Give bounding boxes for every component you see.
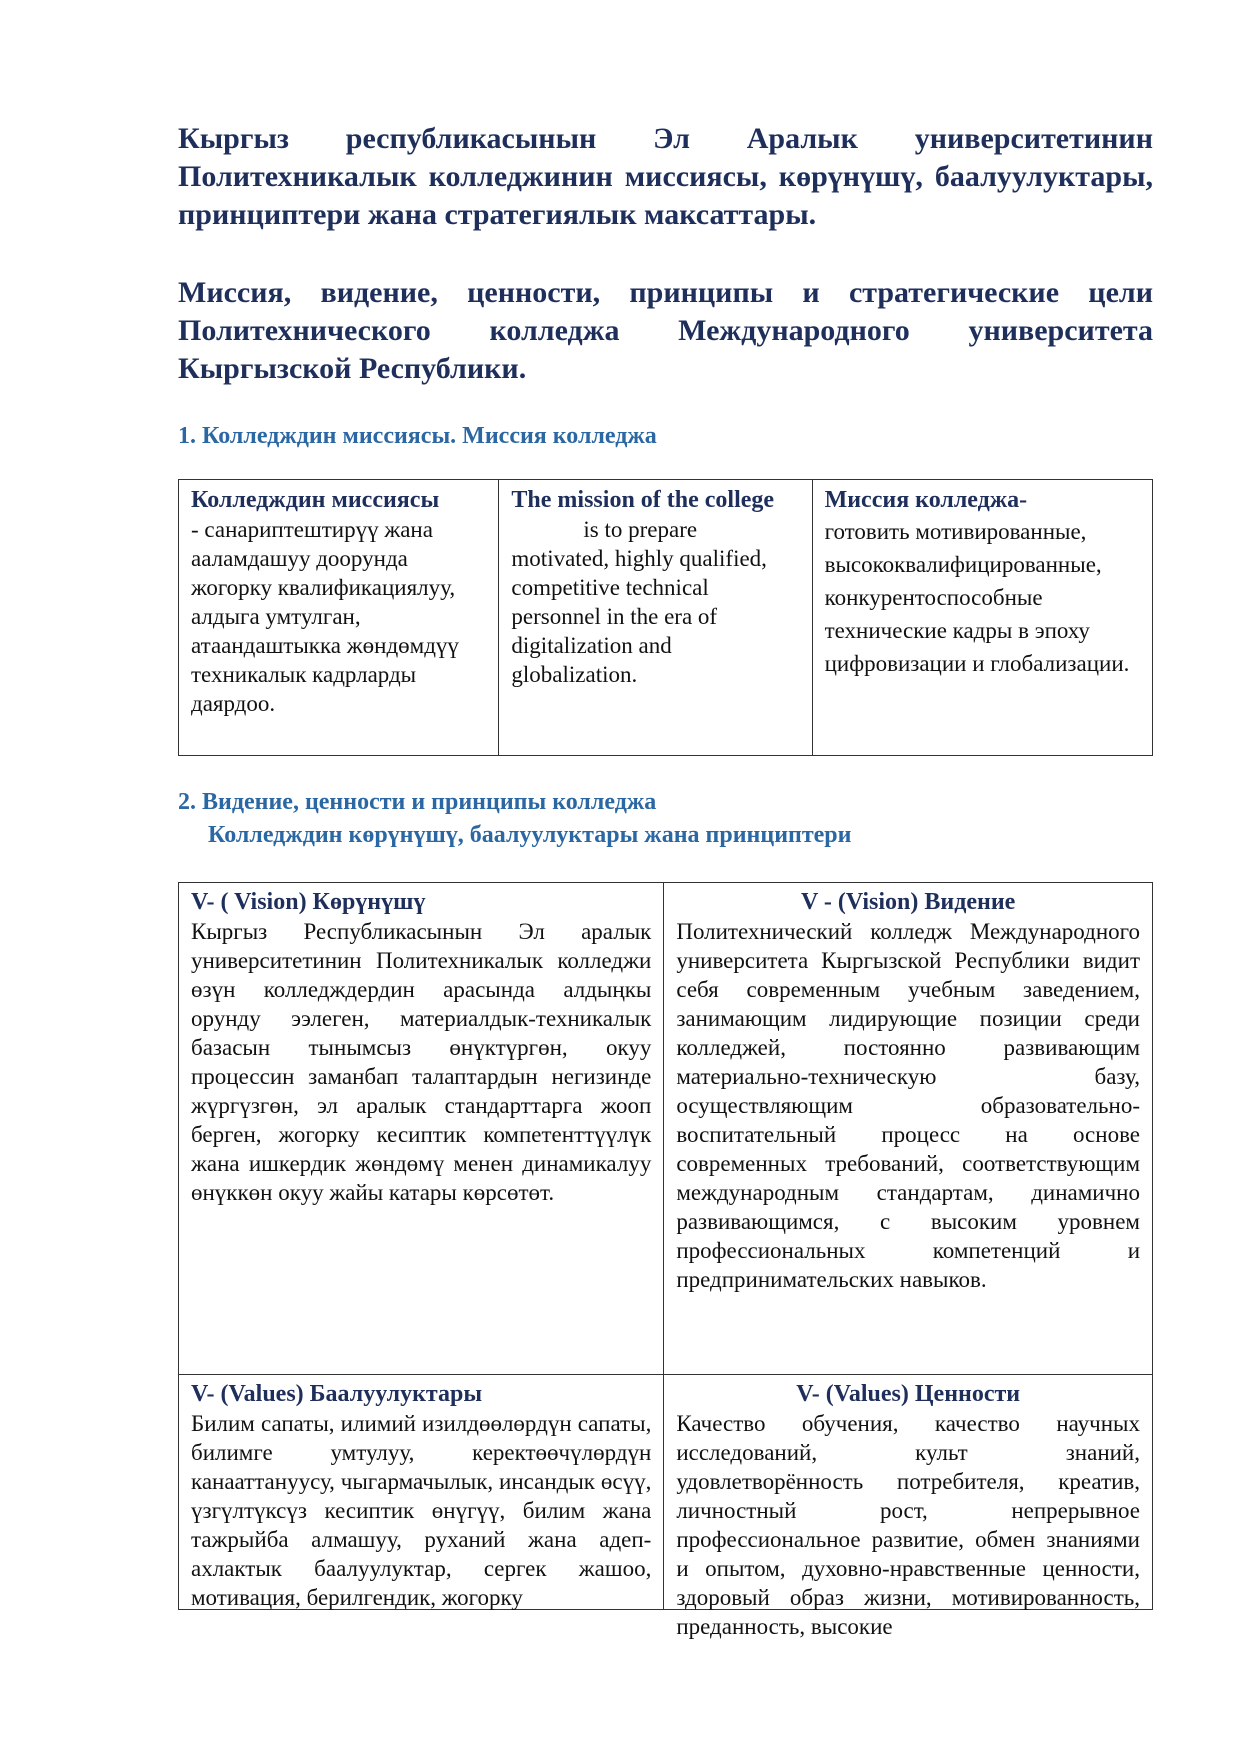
mission-heading-russian: Миссия колледжа-	[824, 487, 1028, 513]
vision-text-kyrgyz: Кыргыз Республикасынын Эл аралык университетинин Политехникалык колледжи өзүн колледждердин арасында алдыңкы орунду ээлеген, материалдык-техникалык базасын тынымсыз өнүктүргөн, окуу процессин заманбап талаптардын негизинде жүргүзгөн, эл аралык стандарттарга жооп берген, жогорку кесиптик компетенттүүлүк жана ишкердик жөндөмү менен динамикалуу өнүккөн окуу жайы катары көрсөтөт.	[191, 919, 652, 1205]
mission-heading-kyrgyz: Колледждин миссиясы	[191, 487, 440, 513]
mission-cell-english	[499, 480, 812, 756]
section-2-heading: 2. Видение, ценности и принципы колледжа	[178, 789, 657, 815]
section-2-subheading: Колледждин көрүнүшү, баалуулуктары жана принциптери	[208, 822, 852, 848]
vision-heading-kyrgyz: V- ( Vision) Көрүнүшү	[191, 889, 426, 915]
mission-cell-russian	[812, 480, 1152, 756]
values-row	[179, 1375, 1153, 1610]
mission-text-russian: готовить мотивированные, высококвалифицированные, конкурентоспособные технические кадры в эпоху цифровизации и глобализации.	[824, 519, 1130, 676]
mission-text-english-rest: motivated, highly qualified, competitive technical personnel in the era of digitalization and globalization.	[511, 546, 767, 687]
mission-text-english-first-line: is to prepare	[583, 517, 698, 542]
vision-values-table	[178, 882, 1153, 1639]
mission-table	[178, 479, 1153, 756]
vision-heading-russian: V - (Vision) Видение	[801, 889, 1016, 915]
vision-text-russian: Политехнический колледж Международного университета Кыргызской Республики видит себя современным учебным заведением, занимающим лидирующие позиции среди колледжей, постоянно развивающим материально-техническую базу, осуществляющим образовательно-воспитательный процесс на основе современных требований, соответствующим международным стандартам, динамично развивающимся, с высоким уровнем профессиональных компетенций и предпринимательских навыков.	[676, 919, 1140, 1292]
section-1-heading: 1. Колледждин миссиясы. Миссия колледжа	[178, 423, 657, 449]
mission-heading-english: The mission of the college	[511, 487, 775, 513]
values-cell-kyrgyz	[179, 1375, 664, 1610]
values-text-kyrgyz: Билим сапаты, илимий изилдөөлөрдүн сапаты, билимге умтулуу, керектөөчүлөрдүн канааттануусу, чыгармачылык, инсандык өсүү, үзгүлтүксүз кесиптик өнүгүү, билим жана тажрыйба алмашуу, руханий жана адеп-ахлактык баалуулуктар, сергек жашоо, мотивация, берилгендик, жогорку	[191, 1411, 652, 1610]
document-title-russian: Миссия, видение, ценности, принципы и стратегические цели Политехнического колледжа Международного университета Кыргызской Республики.	[178, 276, 1153, 385]
document-title-kyrgyz: Кыргыз республикасынын Эл Аралык университетинин Политехникалык колледжинин миссиясы, көрүнүшү, баалуулуктары, принциптери жана стратегиялык максаттары.	[178, 122, 1153, 231]
vision-cell-russian	[664, 883, 1153, 1375]
mission-text-english	[511, 515, 799, 689]
values-heading-russian: V- (Values) Ценности	[796, 1381, 1021, 1407]
vision-row	[179, 883, 1153, 1375]
mission-cell-kyrgyz	[179, 480, 499, 756]
values-heading-kyrgyz: V- (Values) Баалуулуктары	[191, 1381, 483, 1407]
mission-text-kyrgyz: - санариптештирүү жана ааламдашуу доорунда жогорку квалификациялуу, алдыга умтулган, атаандаштыкка жөндөмдүү техникалык кадрларды даярдоо.	[191, 517, 459, 716]
mission-row	[179, 480, 1153, 756]
values-cell-russian	[664, 1375, 1153, 1639]
vision-cell-kyrgyz	[179, 883, 664, 1375]
values-text-russian: Качество обучения, качество научных исследований, культ знаний, удовлетворённость потребителя, креатив, личностный рост, непрерывное профессиональное развитие, обмен знаниями и опытом, духовно-нравственные ценности, здоровый образ жизни, мотивированность, преданность, высокие	[676, 1411, 1140, 1639]
